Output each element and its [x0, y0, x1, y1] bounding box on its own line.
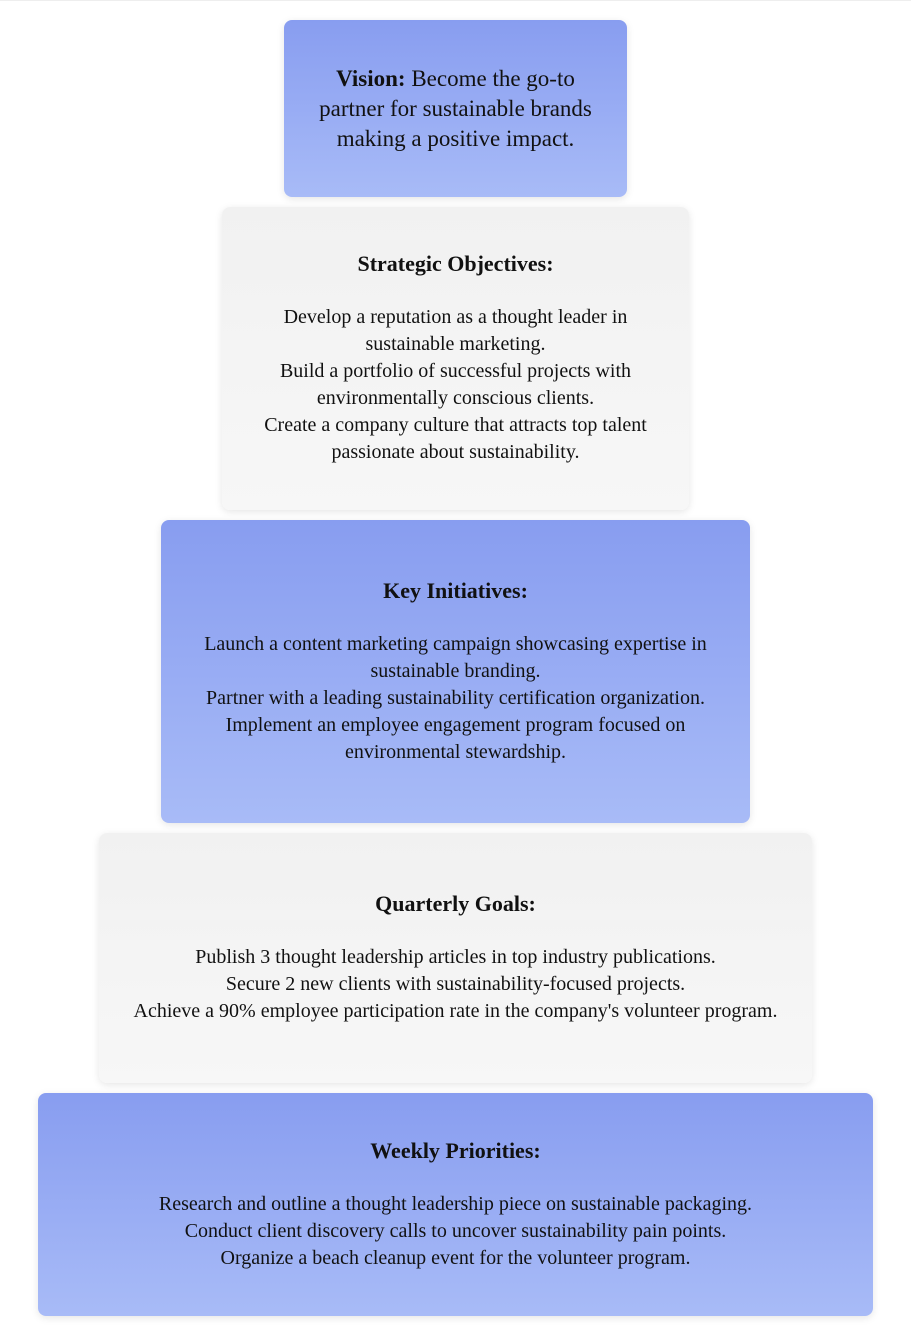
weekly-priorities-list [159, 1191, 752, 1272]
quarterly-goals-list [134, 944, 778, 1025]
vision-text: Become the go-to partner for sustainable brands making a positive impact. [319, 65, 592, 151]
vision-level [284, 20, 627, 197]
list-item: Launch a content marketing campaign showcasing expertise in sustainable branding. [204, 632, 707, 682]
weekly-priorities-level [38, 1093, 873, 1316]
list-item: Build a portfolio of successful projects with environmentally conscious clients. [279, 360, 632, 409]
strategic-objectives-level [222, 207, 689, 510]
vision-statement [304, 64, 607, 154]
vision-label: Vision: [336, 65, 406, 91]
strategy-pyramid [0, 1, 911, 1326]
strategic-objectives-title: Strategic Objectives: [357, 251, 554, 276]
list-item: Secure 2 new clients with sustainability-focused projects. [225, 973, 686, 995]
list-item: Partner with a leading sustainability certification organization. [206, 686, 705, 709]
weekly-priorities-title: Weekly Priorities: [370, 1137, 541, 1163]
key-initiatives-title: Key Initiatives: [383, 577, 528, 603]
list-item: Develop a reputation as a thought leader in sustainable marketing. [283, 306, 628, 355]
list-item: Organize a beach cleanup event for the volunteer program. [220, 1246, 691, 1269]
list-item: Publish 3 thought leadership articles in top industry publications. [195, 946, 716, 968]
list-item: Conduct client discovery calls to uncover sustainability pain points. [184, 1219, 727, 1242]
quarterly-goals-title: Quarterly Goals: [375, 891, 536, 916]
list-item: Create a company culture that attracts top talent passionate about sustainability. [264, 414, 647, 463]
list-item: Implement an employee engagement program focused on environmental stewardship. [225, 713, 686, 763]
strategic-objectives-list [252, 304, 659, 466]
key-initiatives-list [181, 631, 730, 766]
key-initiatives-level [161, 520, 750, 823]
list-item: Research and outline a thought leadership piece on sustainable packaging. [158, 1192, 753, 1215]
list-item: Achieve a 90% employee participation rate in the company's volunteer program. [133, 1000, 778, 1022]
quarterly-goals-level [99, 833, 812, 1083]
